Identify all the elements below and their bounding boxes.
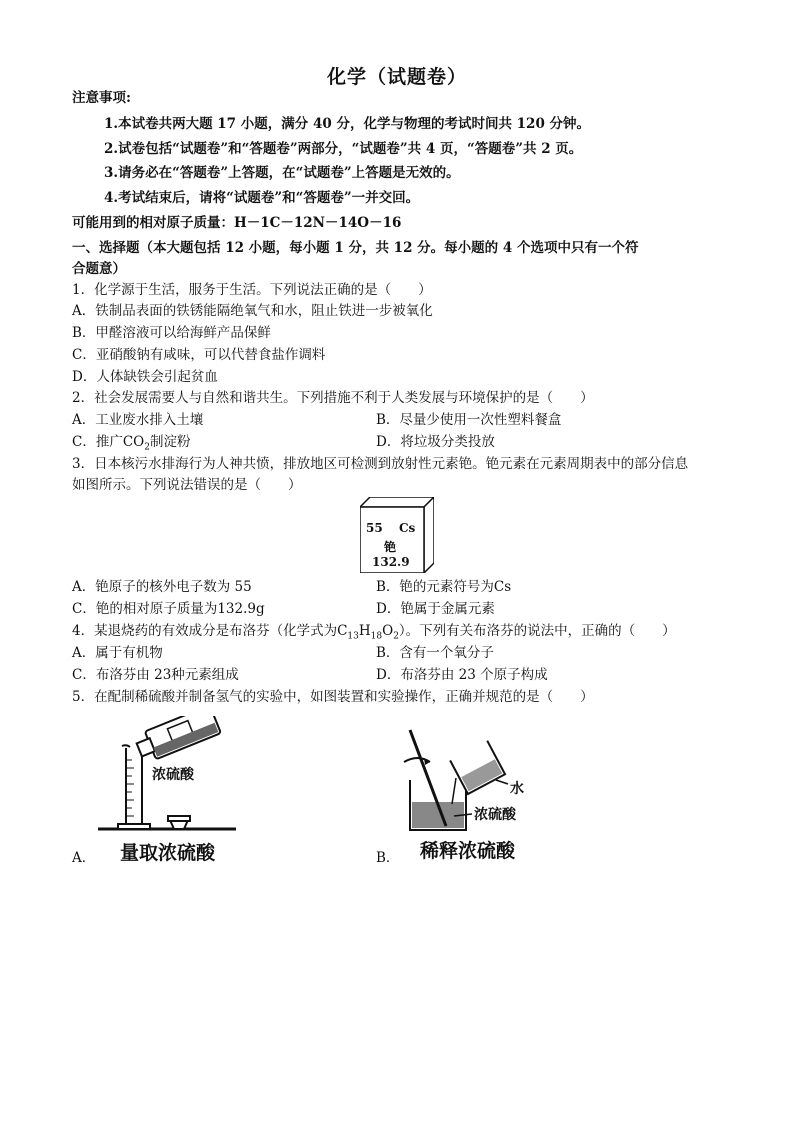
q2-option-a: A．工业废水排入土壤	[72, 412, 204, 428]
q3-option-b: B．铯的元素符号为Cs	[376, 579, 512, 595]
figure-b-caption: 稀释浓硫酸	[420, 840, 516, 862]
q3-option-d: D．铯属于金属元素	[376, 601, 495, 617]
q3-stem: 3．日本核污水排海行为人神共愤，排放地区可检测到放射性元素铯。铯元素在元素周期表中的部分信息	[72, 456, 689, 472]
notice-heading: 注意事项:	[72, 90, 131, 106]
q3-stem-cont: 如图所示。下列说法错误的是（ ）	[72, 477, 302, 493]
q5-stem: 5．在配制稀硫酸并制备氢气的实验中，如图装置和实验操作，正确并规范的是（ ）	[72, 689, 594, 705]
figure-b-reagent-label: 浓硫酸	[474, 807, 516, 823]
element-symbol: Cs	[399, 521, 416, 535]
notice-item-4: 4.考试结束后，请将“试题卷”和“答题卷”一并交回。	[104, 190, 420, 206]
q2-stem: 2．社会发展需要人与自然和谐共生。下列措施不利于人类发展与环境保护的是（ ）	[72, 390, 594, 406]
q4-stem: 4．某退烧药的有效成分是布洛芬（化学式为$C_{13}H_{18}O_2$）。下列有关布洛芬的说法中，正确的（ ）	[72, 623, 676, 642]
q2-option-d: D．将垃圾分类投放	[376, 434, 495, 450]
q1-stem: 1．化学源于生活，服务于生活。下列说法正确的是（ ）	[72, 282, 432, 298]
q4-option-b: B．含有一个氧分子	[376, 645, 494, 661]
element-name: 铯	[384, 540, 397, 554]
q1-option-a: A．铁制品表面的铁锈能隔绝氧气和水，阻止铁进一步被氧化	[72, 303, 433, 319]
section-heading-cont: 合题意）	[72, 261, 126, 277]
atomic-number: 55	[366, 521, 383, 535]
cesium-element-tile	[360, 497, 434, 573]
q1-option-d: D．人体缺铁会引起贫血	[72, 369, 218, 385]
q2-option-b: B．尽量少使用一次性塑料餐盒	[376, 412, 562, 428]
figure-b-water-label: 水	[510, 781, 524, 797]
notice-item-1: 1.本试卷共两大题 17 小题，满分 40 分，化学与物理的考试时间共 120 分钟。	[104, 116, 591, 132]
atomic-masses: 可能用到的相对原子质量：H－1C－12N－14O－16	[72, 215, 402, 231]
atomic-mass: 132.9	[372, 555, 410, 569]
section-heading: 一、选择题（本大题包括 12 小题，每小题 1 分，共 12 分。每小题的 4 个选项中只有一个符	[72, 240, 639, 256]
q1-option-c: C．亚硝酸钠有咸味，可以代替食盐作调料	[72, 347, 326, 363]
q5-option-a-label[interactable]: A．	[72, 850, 96, 866]
q5-option-b-label[interactable]: B．	[376, 850, 400, 866]
figure-a-reagent-label: 浓硫酸	[152, 767, 194, 783]
q4-option-c: C．布洛芬由 23种元素组成	[72, 667, 239, 683]
q3-option-a: A．铯原子的核外电子数为 55	[72, 579, 252, 595]
q2-option-c: C．推广$CO_2$制淀粉	[72, 434, 191, 453]
q1-option-b: B．甲醛溶液可以给海鲜产品保鲜	[72, 325, 271, 341]
page-title: 化学（试题卷）	[326, 66, 467, 88]
notice-item-3: 3.请务必在“答题卷”上答题，在“试题卷”上答题是无效的。	[104, 165, 460, 181]
figure-b-diluting	[396, 722, 596, 842]
dilution-illustration	[396, 722, 596, 842]
q4-option-a: A．属于有机物	[72, 645, 163, 661]
q4-option-d: D．布洛芬由 23 个原子构成	[376, 667, 548, 683]
notice-item-2: 2.试卷包括“试题卷”和“答题卷”两部分，“试题卷”共 4 页，“答题卷”共 2 页。	[104, 141, 583, 157]
q3-option-c: C．铯的相对原子质量为132.9g	[72, 601, 265, 617]
figure-a-caption: 量取浓硫酸	[120, 842, 216, 864]
